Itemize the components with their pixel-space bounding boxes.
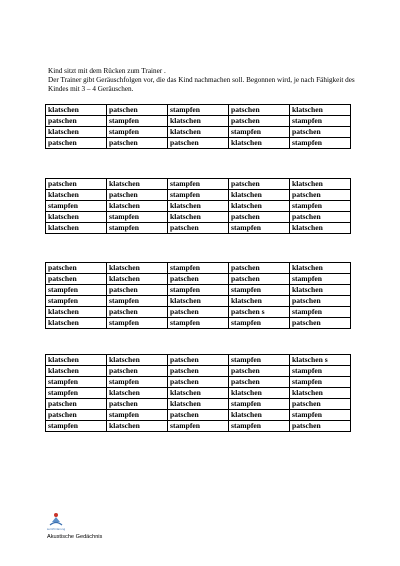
table-cell: klatschen: [107, 388, 168, 399]
instruction-line-1: Kind sitzt mit dem Rücken zum Trainer .: [48, 67, 166, 75]
table-cell: klatschen: [107, 274, 168, 285]
table-cell: stampfen: [290, 377, 351, 388]
table-cell: patschen: [290, 127, 351, 138]
table-cell: klatschen: [107, 179, 168, 190]
table-cell: klatschen: [290, 388, 351, 399]
table-row: [46, 105, 351, 116]
table-cell: stampfen: [290, 366, 351, 377]
table-cell: klatschen: [290, 263, 351, 274]
table-cell: patschen: [168, 223, 229, 234]
table-row: [46, 285, 351, 296]
table-cell: stampfen: [107, 223, 168, 234]
table-cell: patschen s: [229, 307, 290, 318]
table-cell: stampfen: [168, 263, 229, 274]
table-cell: patschen: [168, 274, 229, 285]
table-cell: stampfen: [168, 318, 229, 329]
table-row: [46, 127, 351, 138]
table-cell: stampfen: [46, 421, 107, 432]
table-cell: stampfen: [46, 201, 107, 212]
table-row: [46, 179, 351, 190]
table-cell: patschen: [46, 263, 107, 274]
footer-caption: Akustische Gedächnis: [47, 534, 103, 540]
table-cell: klatschen: [46, 127, 107, 138]
table-row: [46, 116, 351, 127]
table-cell: klatschen: [107, 263, 168, 274]
instructions: [48, 67, 368, 93]
table-cell: stampfen: [168, 179, 229, 190]
table-row: [46, 296, 351, 307]
table-cell: patschen: [107, 307, 168, 318]
table-cell: klatschen: [46, 355, 107, 366]
table-cell: patschen: [229, 105, 290, 116]
table-cell: patschen: [107, 285, 168, 296]
table-cell: stampfen: [290, 138, 351, 149]
table-cell: stampfen: [229, 318, 290, 329]
table-cell: patschen: [46, 116, 107, 127]
table-cell: klatschen: [290, 105, 351, 116]
table-cell: patschen: [46, 274, 107, 285]
table-cell: patschen: [290, 399, 351, 410]
table-cell: klatschen: [46, 307, 107, 318]
table-row: [46, 388, 351, 399]
table-row: [46, 138, 351, 149]
table-cell: patschen: [290, 212, 351, 223]
table-cell: patschen: [229, 116, 290, 127]
table-cell: patschen: [107, 105, 168, 116]
table-cell: stampfen: [229, 399, 290, 410]
table-row: [46, 399, 351, 410]
table-cell: klatschen: [229, 410, 290, 421]
table-cell: patschen: [229, 274, 290, 285]
table-cell: klatschen: [290, 179, 351, 190]
table-cell: klatschen: [168, 399, 229, 410]
table-cell: patschen: [229, 263, 290, 274]
table-cell: stampfen: [168, 285, 229, 296]
table-cell: klatschen: [168, 296, 229, 307]
table-row: [46, 318, 351, 329]
table-cell: klatschen: [168, 388, 229, 399]
table-cell: klatschen: [229, 388, 290, 399]
table-cell: klatschen: [46, 105, 107, 116]
table-cell: klatschen: [46, 212, 107, 223]
table-cell: klatschen: [290, 223, 351, 234]
table-row: [46, 212, 351, 223]
table-cell: stampfen: [229, 223, 290, 234]
table-cell: patschen: [46, 399, 107, 410]
table-row: [46, 263, 351, 274]
table-cell: stampfen: [46, 285, 107, 296]
table-cell: stampfen: [290, 116, 351, 127]
table-cell: stampfen: [46, 377, 107, 388]
table-cell: klatschen: [168, 127, 229, 138]
table-cell: klatschen s: [290, 355, 351, 366]
table-cell: stampfen: [229, 355, 290, 366]
table-cell: stampfen: [290, 307, 351, 318]
table-cell: patschen: [290, 318, 351, 329]
table-cell: stampfen: [107, 318, 168, 329]
table-cell: klatschen: [229, 296, 290, 307]
table-cell: patschen: [46, 410, 107, 421]
table-cell: patschen: [107, 138, 168, 149]
table-cell: stampfen: [168, 421, 229, 432]
sequence-table-4: [45, 354, 351, 432]
instruction-line-2: Der Trainer gibt Geräuschfolgen vor, die das Kind nachmachen soll. Begonnen wird, je nach Fähigkeit des Kindes mit 3 – 4 Geräuschen.: [48, 75, 355, 93]
table-row: [46, 355, 351, 366]
table-cell: stampfen: [107, 116, 168, 127]
table-cell: patschen: [168, 307, 229, 318]
table-cell: stampfen: [290, 274, 351, 285]
table-row: [46, 377, 351, 388]
table-cell: stampfen: [290, 201, 351, 212]
table-cell: stampfen: [107, 296, 168, 307]
table-cell: klatschen: [229, 201, 290, 212]
table-cell: klatschen: [107, 421, 168, 432]
table-row: [46, 223, 351, 234]
table-cell: klatschen: [107, 355, 168, 366]
table-cell: klatschen: [168, 201, 229, 212]
table-cell: stampfen: [290, 410, 351, 421]
table-cell: klatschen: [168, 116, 229, 127]
table-cell: klatschen: [290, 285, 351, 296]
table-cell: patschen: [46, 179, 107, 190]
table-cell: patschen: [168, 366, 229, 377]
table-cell: patschen: [229, 377, 290, 388]
table-cell: patschen: [229, 179, 290, 190]
sequence-table-3: [45, 262, 351, 329]
table-cell: patschen: [168, 138, 229, 149]
table-cell: patschen: [290, 421, 351, 432]
table-cell: stampfen: [107, 127, 168, 138]
table-row: [46, 421, 351, 432]
table-cell: patschen: [229, 366, 290, 377]
table-cell: patschen: [290, 190, 351, 201]
table-row: [46, 366, 351, 377]
table-cell: patschen: [46, 138, 107, 149]
sequence-table-2: [45, 178, 351, 234]
school-logo-icon: [48, 512, 64, 532]
table-cell: stampfen: [229, 285, 290, 296]
sequence-table-1: [45, 104, 351, 149]
table-cell: patschen: [107, 366, 168, 377]
table-cell: klatschen: [107, 201, 168, 212]
table-cell: patschen: [168, 377, 229, 388]
table-row: [46, 274, 351, 285]
footer: [47, 512, 127, 540]
table-cell: stampfen: [107, 410, 168, 421]
table-row: [46, 201, 351, 212]
table-cell: klatschen: [46, 366, 107, 377]
table-cell: patschen: [168, 355, 229, 366]
table-cell: patschen: [107, 399, 168, 410]
table-cell: stampfen: [229, 421, 290, 432]
table-cell: patschen: [290, 296, 351, 307]
table-cell: stampfen: [168, 105, 229, 116]
table-cell: klatschen: [168, 212, 229, 223]
table-cell: stampfen: [168, 190, 229, 201]
table-cell: stampfen: [107, 212, 168, 223]
table-cell: patschen: [107, 190, 168, 201]
table-cell: stampfen: [229, 127, 290, 138]
table-cell: klatschen: [229, 138, 290, 149]
logo-text: Lernförderung: [46, 528, 66, 531]
table-cell: klatschen: [46, 190, 107, 201]
table-row: [46, 190, 351, 201]
table-cell: klatschen: [46, 223, 107, 234]
table-cell: stampfen: [46, 388, 107, 399]
table-cell: klatschen: [46, 318, 107, 329]
table-cell: klatschen: [229, 190, 290, 201]
table-cell: stampfen: [46, 296, 107, 307]
table-cell: stampfen: [107, 377, 168, 388]
table-cell: patschen: [229, 212, 290, 223]
table-row: [46, 307, 351, 318]
table-cell: patschen: [168, 410, 229, 421]
table-row: [46, 410, 351, 421]
